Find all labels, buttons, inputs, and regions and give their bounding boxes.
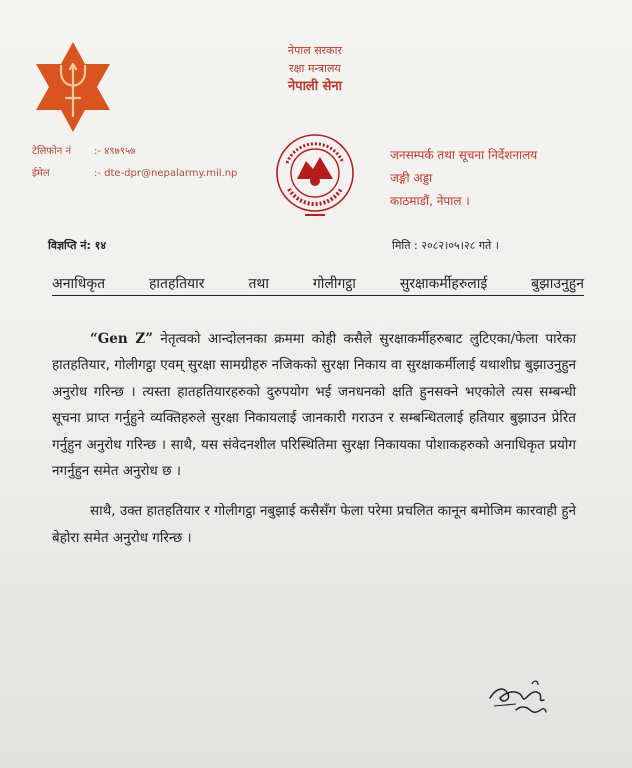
email-label: ईमेल [32, 168, 50, 179]
paragraph-2: साथै, उक्त हातहतियार र गोलीगट्ठा नबुझाई कसैसँग फेला परेमा प्रचलित कानून बमोजिम कारवाही हुने बेहोरा समेत अनुरोध गरिन्छ । [52, 503, 576, 547]
notice-number: विज्ञप्ति नं: १४ [48, 239, 107, 252]
notice-body [52, 326, 576, 552]
phone-label: टेलिफोन नं [32, 146, 71, 157]
phone-value: :- ४९७९५७ [94, 146, 136, 157]
contact-block [32, 141, 244, 185]
nepal-army-emblem-icon [30, 40, 116, 134]
army-name: नेपाली सेना [287, 79, 343, 94]
directorate-seal-icon [273, 131, 357, 221]
office-address [390, 144, 537, 213]
handwritten-signature-icon [486, 676, 556, 722]
paragraph-1-text: नेतृत्वको आन्दोलनका क्रममा कोही कसैले सुरक्षाकर्मीहरुबाट लुटिएका/फेला पारेका हातहतियार, गोलीगट्ठा एवम् सुरक्षा सामग्रीहरु नजिकको सुरक्षा निकाय वा सुरक्षाकर्मीलाई यथाशीघ्र बुझाउनुहुन अनुरोध गरिन्छ । त्यस्ता हातहतियारहरुको दुरुपयोग भई जनधनको क्षति हुनसक्ने भएकोले त्यस सम्बन्धी सूचना प्राप्त गर्नुहुने व्यक्तिहरुले सुरक्षा निकायलाई जानकारी गराउन र सम्बन्धितलाई हतियार बुझाउन प्रेरित गर्नुहुन अनुरोध गरिन्छ । साथै, यस संवेदनशील परिस्थितिमा सुरक्षा निकायका पोशाकहरुको अनाधिकृत प्रयोग नगर्नुहुन समेत अनुरोध छ । [52, 331, 576, 480]
paragraph-1 [52, 326, 576, 484]
email-value: :- dte-dpr@nepalarmy.mil.np [94, 168, 238, 179]
phone-row [32, 141, 244, 163]
notice-subject: अनाधिकृत हातहतियार तथा गोलीगट्ठा सुरक्षाकर्मीहरुलाई बुझाउनुहुन [52, 274, 584, 296]
government-name: नेपाल सरकार [288, 44, 342, 57]
directorate-name: जनसम्पर्क तथा सूचना निर्देशनालय [390, 148, 538, 162]
email-row [32, 163, 244, 185]
ministry-name: रक्षा मन्त्रालय [289, 62, 341, 75]
gen-z-highlight: “Gen Z” [90, 331, 154, 347]
notice-date: मिति : २०८२।०५।२८ गते । [392, 239, 499, 252]
organization-header [240, 42, 390, 96]
city-country: काठमाडौं, नेपाल । [390, 194, 470, 208]
headquarters-name: जङ्गी अड्डा [390, 171, 433, 185]
